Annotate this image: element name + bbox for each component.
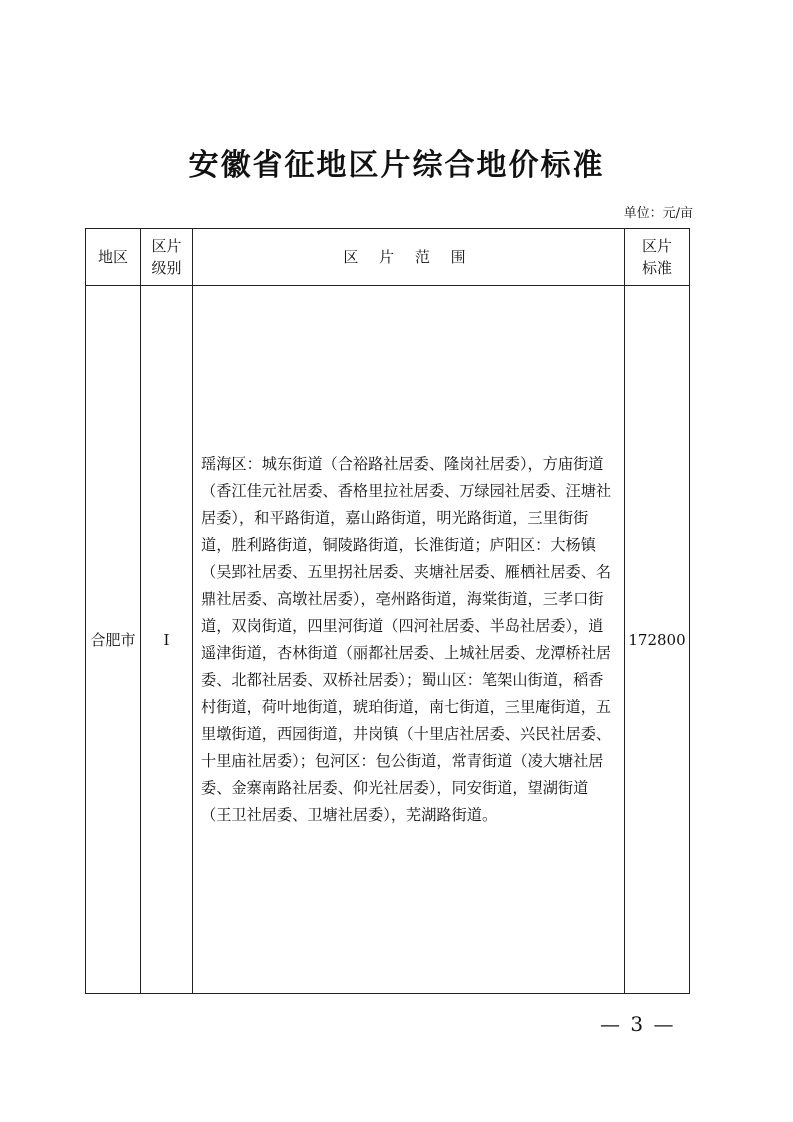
- cell-range: 瑶海区：城东街道（合裕路社居委、隆岗社居委），方庙街道（香江佳元社居委、香格里拉社居委、万绿园社居委、汪塘社居委），和平路街道，嘉山路街道，明光路街道，三里街街道，胜利路街道，铜陵路街道，长淮街道；庐阳区：大杨镇（吴郢社居委、五里拐社居委、夹塘社居委、雁栖社居委、名鼎社居委、高墩社居委），亳州路街道，海棠街道，三孝口街道，双岗街道，四里河街道（四河社居委、半岛社居委），逍遥津街道，杏林街道（丽都社居委、上城社居委、龙潭桥社居委、北都社居委、双桥社居委）；蜀山区：笔架山街道，稻香村街道，荷叶地街道，琥珀街道，南七街道，三里庵街道，五里墩街道，西园街道，井岗镇（十里店社居委、兴民社居委、十里庙社居委）；包河区：包公街道，常青街道（凌大塘社居委、金寨南路社居委、仰光社居委），同安街道，望湖街道（王卫社居委、卫塘社居委），芜湖路街道。: [193, 286, 625, 994]
- header-grade: 区片 级别: [141, 229, 193, 286]
- land-price-table: [85, 228, 690, 994]
- unit-label: 单位：元/亩: [623, 206, 693, 221]
- cell-grade: I: [141, 286, 193, 994]
- header-region: 地区: [86, 229, 141, 286]
- cell-region: 合肥市: [86, 286, 141, 994]
- cell-standard: 172800: [625, 286, 690, 994]
- header-standard: 区片 标准: [625, 229, 690, 286]
- header-range: 区 片 范 围: [193, 229, 625, 286]
- table-header-row: [86, 229, 690, 286]
- document-title: 安徽省征地区片综合地价标准: [188, 148, 605, 183]
- page-number: — 3 —: [600, 1012, 676, 1036]
- table-row: [86, 286, 690, 994]
